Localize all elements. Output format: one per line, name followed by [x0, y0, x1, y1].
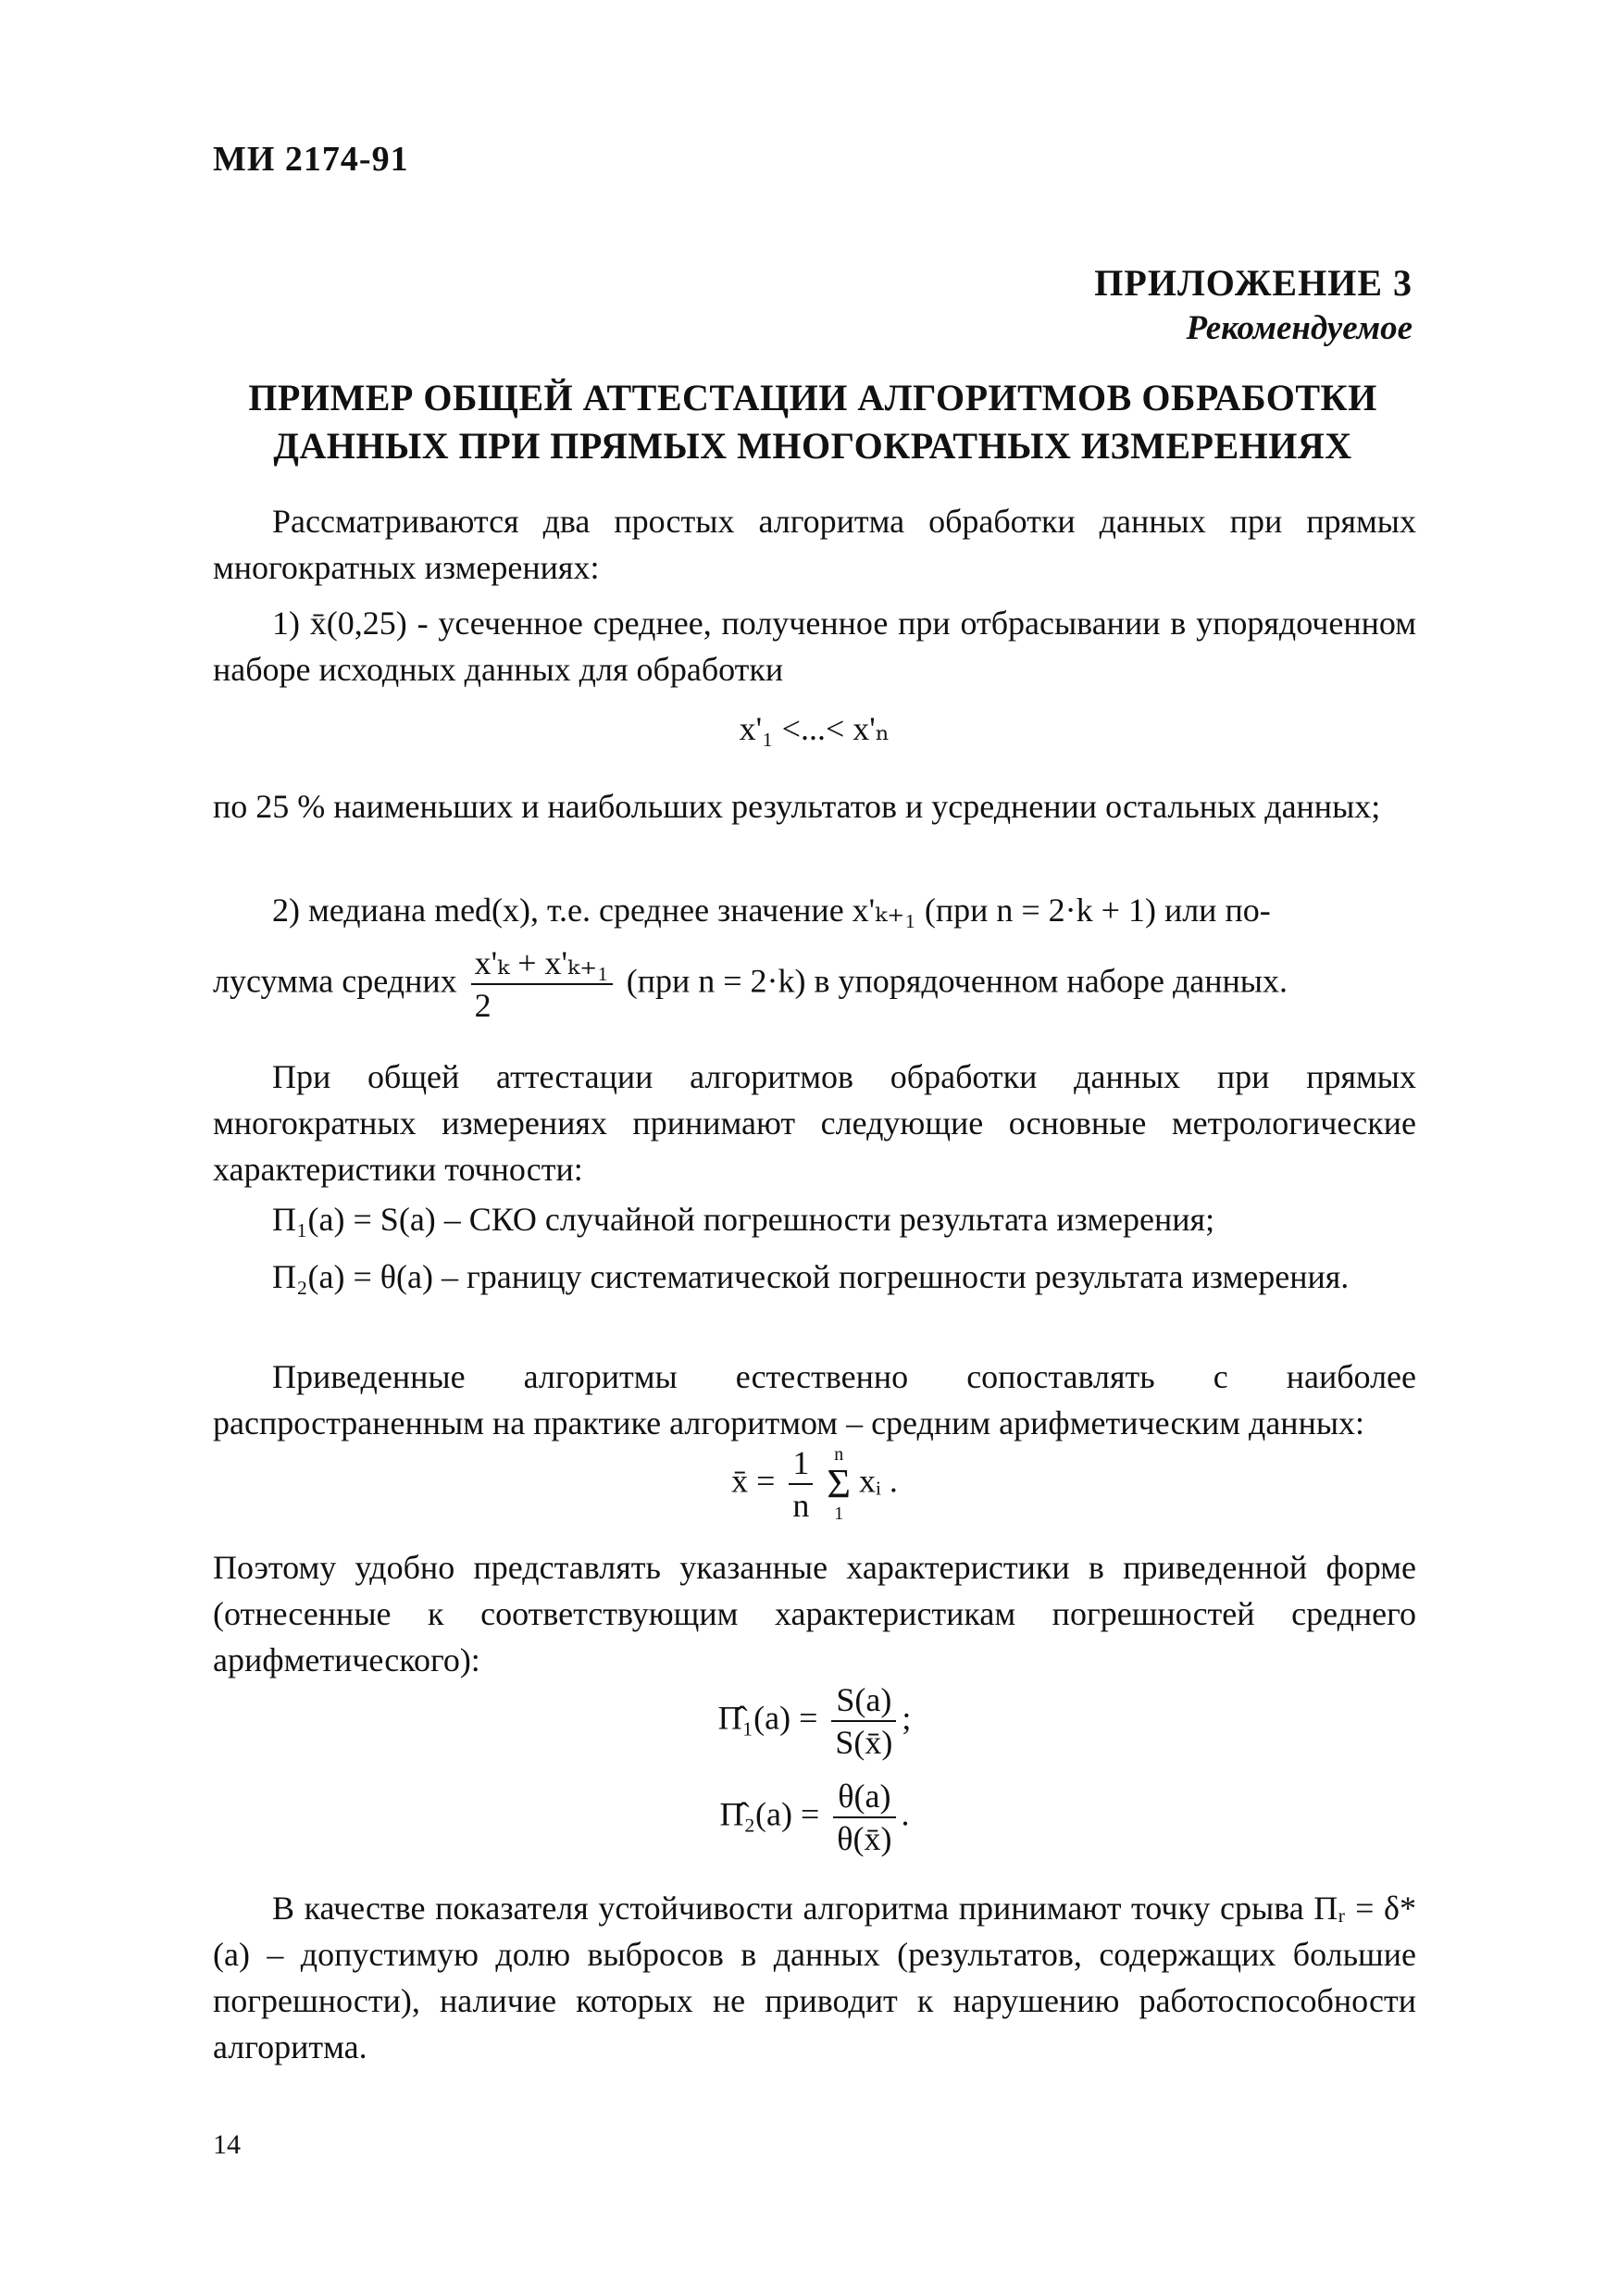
- item-2-fraction: [471, 942, 613, 1026]
- formula-p1-end: ;: [902, 1699, 912, 1737]
- item-2-continuation: [213, 942, 1416, 1026]
- formula-p2-end: .: [901, 1795, 910, 1833]
- item-1-text: 1) x̄(0,25) - усеченное среднее, полученное при отбрасывании в упорядоченном наборе исходных данных для обработки: [213, 605, 1416, 688]
- formula-p2-denominator: θ(x̄): [837, 1820, 892, 1857]
- document-code: МИ 2174-91: [213, 140, 409, 179]
- appendix-title: ПРИЛОЖЕНИЕ 3: [1094, 262, 1413, 304]
- item-2-prefix: лусумма средних: [213, 962, 457, 1000]
- page-number: 14: [213, 2129, 241, 2160]
- sum-symbol: Σ: [827, 1461, 852, 1506]
- formula-p1-fraction: [831, 1679, 896, 1763]
- mean-rhs: xᵢ .: [859, 1462, 898, 1500]
- sum-lower-limit: 1: [834, 1504, 844, 1524]
- formula-p2-fraction: [833, 1776, 895, 1859]
- page-title: [213, 374, 1413, 470]
- paragraph-breakdown-point: В качестве показателя устойчивости алгоритма принимают точку срыва Пᵣ = δ*(a) – допустимую долю выбросов в данных (результатов, содержащих большие погрешности), наличие которых не приводит к нарушению работоспособности алгоритма.: [213, 1890, 1416, 2065]
- title-line-2: ДАННЫХ ПРИ ПРЯМЫХ МНОГОКРАТНЫХ ИЗМЕРЕНИЯХ: [273, 425, 1352, 467]
- characteristic-p2: П₂(a) = θ(a) – границу систематической погрешности результата измерения.: [272, 1258, 1350, 1295]
- title-line-1: ПРИМЕР ОБЩЕЙ АТТЕСТАЦИИ АЛГОРИТМОВ ОБРАБОТКИ: [248, 377, 1377, 418]
- mean-fraction: [789, 1442, 813, 1526]
- sum-upper-limit: n: [834, 1444, 844, 1465]
- item-2-fraction-denominator: 2: [474, 987, 492, 1024]
- paragraph-algorithms: Приведенные алгоритмы естественно сопоставлять с наиболее распространенным на практике алгоритмом – средним арифметическим данных:: [213, 1358, 1416, 1441]
- appendix-status: Рекомендуемое: [1186, 309, 1413, 347]
- mean-fraction-denominator: n: [792, 1487, 810, 1524]
- intro-paragraph: Рассматриваются два простых алгоритма обработки данных при прямых многократных измерениях:: [213, 503, 1416, 586]
- mean-formula: [213, 1442, 1416, 1526]
- formula-p1-numerator: S(a): [831, 1679, 896, 1722]
- characteristic-p1: П₁(a) = S(a) – СКО случайной погрешности результата измерения;: [272, 1201, 1215, 1238]
- mean-fraction-numerator: 1: [789, 1442, 813, 1485]
- item-1-formula: x'₁ <...< x'ₙ: [739, 710, 890, 747]
- formula-p1-lhs: П̂₁(a) =: [717, 1699, 818, 1737]
- formula-p1-reduced: [213, 1679, 1416, 1763]
- item-2-suffix: (при n = 2·k) в упорядоченном наборе данных.: [626, 962, 1288, 1000]
- item-1-continuation: по 25 % наименьших и наибольших результатов и усреднении остальных данных;: [213, 788, 1381, 825]
- appendix-block: [1094, 261, 1413, 348]
- item-2-fraction-numerator: x'ₖ + x'ₖ₊₁: [471, 942, 613, 985]
- mean-lhs: x̄ =: [731, 1462, 776, 1500]
- formula-p2-reduced: [213, 1776, 1416, 1859]
- formula-p2-numerator: θ(a): [833, 1776, 895, 1818]
- sum-symbol-group: [827, 1443, 851, 1525]
- formula-p2-lhs: П̂₂(a) =: [719, 1795, 820, 1833]
- paragraph-reduced-form: Поэтому удобно представлять указанные характеристики в приведенной форме (отнесенные к соответствующим характеристикам погрешностей среднего арифметического):: [213, 1549, 1416, 1678]
- item-2-text: 2) медиана med(x), т.е. среднее значение x'ₖ₊₁ (при n = 2·k + 1) или по-: [272, 892, 1271, 929]
- formula-p1-denominator: S(x̄): [835, 1724, 893, 1761]
- paragraph-characteristics: При общей аттестации алгоритмов обработки данных при прямых многократных измерениях принимают следующие основные метрологические характеристики точности:: [213, 1058, 1416, 1188]
